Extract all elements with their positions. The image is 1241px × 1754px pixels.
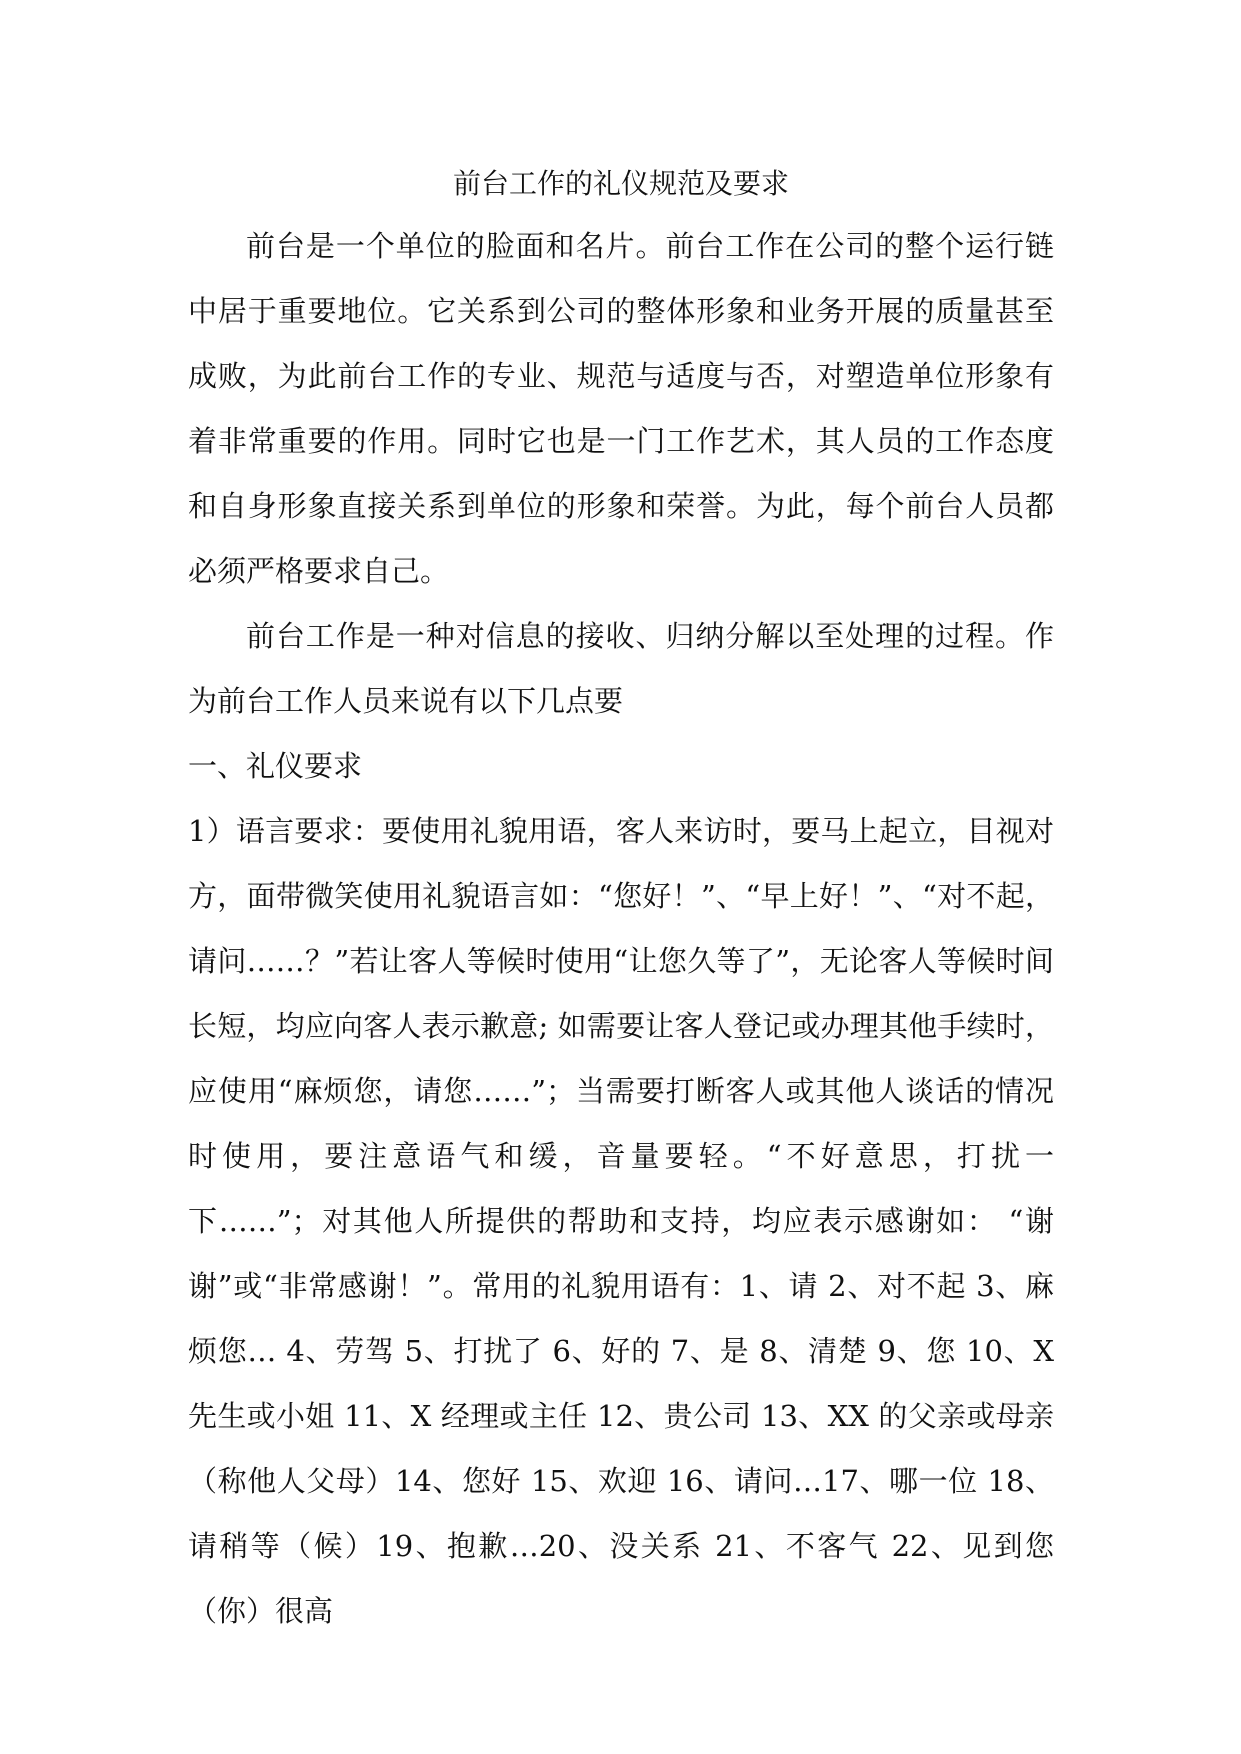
paragraph-language-requirements: 1）语言要求：要使用礼貌用语，客人来访时，要马上起立，目视对方，面带微笑使用礼貌语言如：“您好！”、“早上好！”、“对不起，请问……？”若让客人等候时使用“让您久等了”，无论客人等候时间长短，均应向客人表示歉意; 如需要让客人登记或办理其他手续时，应使用“麻烦您，请您……”；当需要打断客人或其他人谈话的情况时使用，要注意语气和缓，音量要轻。“不好意思，打扰一下……”；对其他人所提供的帮助和支持，均应表示感谢如： “谢谢”或“非常感谢！”。常用的礼貌用语有：1、请 2、对不起 3、麻烦您… 4、劳驾 5、打扰了 6、好的 7、是 8、清楚 9、您 10、X 先生或小姐 11、X 经理或主任 12、贵公司 13、XX 的父亲或母亲（称他人父母）14、您好 15、欢迎 16、请问…17、哪一位 18、请稍等（候）19、抱歉…20、没关系 21、不客气 22、见到您（你）很高: [188, 814, 1054, 1628]
document-body: [188, 158, 1054, 1644]
paragraph-intro: 前台是一个单位的脸面和名片。前台工作在公司的整个运行链中居于重要地位。它关系到公司的整体形象和业务开展的质量甚至成败，为此前台工作的专业、规范与适度与否，对塑造单位形象有着非常重要的作用。同时它也是一门工作艺术，其人员的工作态度和自身形象直接关系到单位的形象和荣誉。为此，每个前台人员都必须严格要求自己。: [188, 229, 1054, 588]
section-heading-etiquette: 一、礼仪要求: [188, 749, 363, 783]
paragraph-info-processing: 前台工作是一种对信息的接收、归纳分解以至处理的过程。作为前台工作人员来说有以下几点要: [188, 619, 1054, 718]
document-title: 前台工作的礼仪规范及要求: [452, 167, 789, 200]
